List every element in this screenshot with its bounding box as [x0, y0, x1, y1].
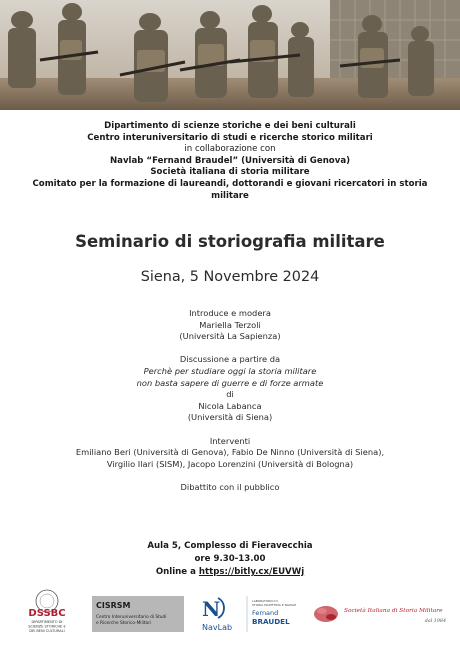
navlab-mark-icon	[200, 592, 304, 636]
sism-since: dal 1984	[424, 619, 446, 624]
organizer-center: Centro interuniversitario di studi e ricerche storico militari	[87, 132, 373, 143]
debate-label: Dibattito con il pubblico	[180, 481, 280, 492]
venue-block	[0, 540, 460, 579]
sism-name: Società Italiana di Storia Militare	[344, 608, 443, 614]
interventions-line2: Virgilio Ilari (SISM), Jacopo Lorenzini (Università di Bologna)	[106, 458, 354, 469]
organizer-navlab: Navlab “Fernand Braudel” (Università di Genova)	[109, 155, 351, 166]
navlab-name: NavLab	[202, 623, 233, 632]
sism-logo	[312, 598, 452, 630]
collaboration-label: in collaborazione con	[184, 144, 276, 155]
organizers-block	[14, 121, 446, 202]
dssbc-text2: SCIENZE STORICHE E	[28, 624, 66, 629]
cisrsm-logo	[92, 596, 184, 632]
cisrsm-text2: e Ricerche Storico-Militari	[96, 621, 152, 626]
organizer-society: Società italiana di storia militare	[150, 167, 310, 178]
logos-row	[0, 588, 460, 640]
book-by: di	[226, 389, 234, 400]
cisrsm-banner-icon	[92, 596, 184, 632]
dssbc-seal-icon	[14, 588, 80, 640]
navlab-logo	[200, 592, 304, 636]
interventions-line1: Emiliano Beri (Università di Genova), Fabio De Ninno (Università di Siena),	[75, 447, 385, 458]
online-prefix: Online a	[155, 567, 199, 577]
sism-emblem-icon	[312, 598, 452, 630]
venue-time: ore 9.30-13.00	[194, 554, 266, 564]
cisrsm-text1: Centro Interuniversitario di Studi	[96, 615, 167, 620]
svg-text:N: N	[202, 597, 221, 621]
navlab-lab-line2: STORIA MARITTIMA E NAVALE	[252, 603, 297, 607]
online-link[interactable]: https://bitly.cx/EUVWj	[198, 567, 305, 577]
book-author: Nicola Labanca	[198, 400, 262, 411]
interventions-label: Interventi	[209, 435, 251, 446]
cisrsm-acronym: CISRSM	[96, 601, 131, 610]
discussion-label: Discussione a partire da	[179, 354, 281, 365]
intro-affiliation: (Università La Sapienza)	[179, 331, 281, 342]
seminar-title: Seminario di storiografia militare	[75, 232, 385, 251]
dssbc-logo	[14, 588, 80, 640]
dssbc-acronym: DSSBC	[28, 608, 66, 619]
organizer-department: Dipartimento di scienze storiche e dei beni culturali	[104, 121, 356, 131]
organizer-committee: Comitato per la formazione di laureandi, dottorandi e giovani ricercatori in storia militare	[32, 178, 428, 201]
dssbc-text3: DEI BENI CULTURALI	[29, 629, 65, 633]
seminar-date: Siena, 5 Novembre 2024	[140, 269, 320, 285]
book-title-line1: Perchè per studiare oggi la storia militare	[143, 365, 317, 376]
program-block	[14, 308, 446, 494]
intro-name: Mariella Terzoli	[199, 319, 261, 330]
header-photo	[0, 0, 460, 110]
venue-place: Aula 5, Complesso di Fieravecchia	[147, 541, 313, 551]
intro-label: Introduce e modera	[189, 308, 271, 318]
dssbc-text1: DIPARTIMENTO DI	[31, 620, 63, 624]
author-affiliation: (Università di Siena)	[187, 412, 273, 423]
navlab-fernand: Fernand	[252, 609, 279, 617]
book-title-line2: non basta sapere di guerre e di forze armate	[136, 377, 324, 388]
navlab-lab-line1: LABORATORIO DI	[252, 599, 278, 603]
soldiers-image	[0, 0, 460, 110]
navlab-braudel: BRAUDEL	[252, 617, 290, 626]
online-line	[0, 566, 460, 579]
